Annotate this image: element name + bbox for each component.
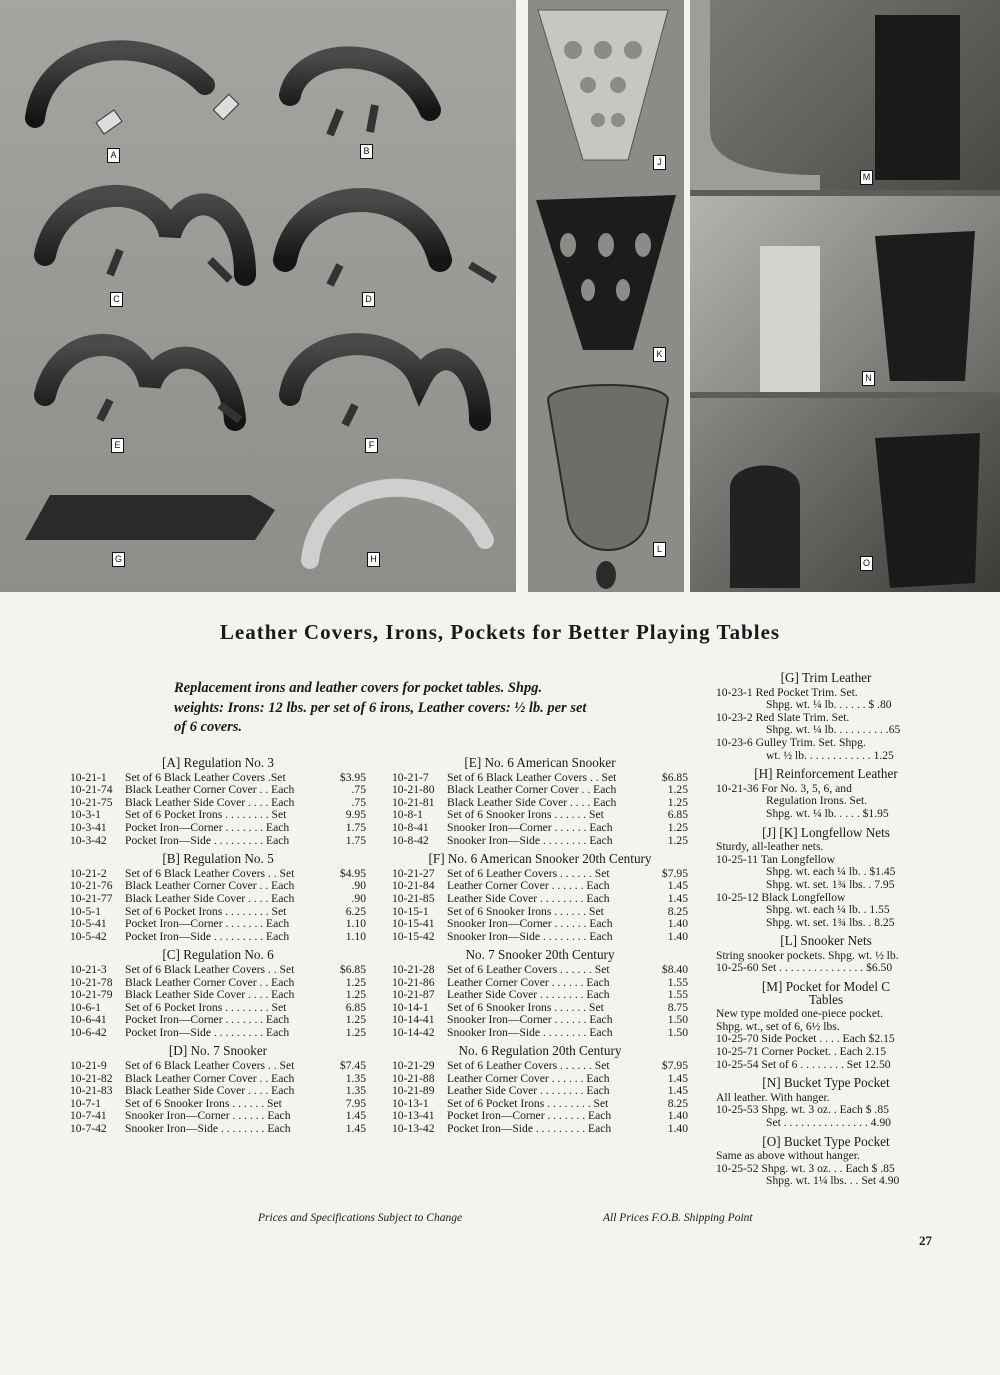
label-n: N [862,371,875,386]
item-code: 10-8-42 [392,833,429,847]
price-row [392,1073,688,1086]
item-code: 10-7-41 [70,1109,107,1123]
item-desc: Set of 6 Pocket Irons . . . . . . . . Set [447,1097,609,1110]
item-code: 10-14-42 [392,1025,435,1039]
price-row [70,1060,366,1073]
item-price: 1.55 [667,988,688,1002]
price-row [70,772,366,785]
item-price: 1.40 [667,917,688,931]
item-desc: Black Leather Corner Cover . . Each [125,976,295,989]
price-row [392,1014,688,1027]
item-desc: Set of 6 Black Leather Covers .Set [125,771,286,784]
item-price: 7.95 [345,1096,366,1110]
item-price: 1.45 [345,1122,366,1136]
item-code: 10-21-28 [392,962,435,976]
item-code: 10-21-1 [70,770,107,784]
label-j: J [653,155,666,170]
item-price: 1.45 [345,1109,366,1123]
item-desc: Pocket Iron—Side . . . . . . . . . Each [447,1123,612,1136]
price-row [70,784,366,797]
item-price: .75 [351,795,366,809]
item-price: 1.45 [667,1084,688,1098]
item-code: 10-21-74 [70,783,113,797]
item-code: 10-21-7 [392,770,429,784]
bucket-pocket-line: Set . . . . . . . . . . . . . . . 4.90 [766,1116,891,1129]
price-row [392,918,688,931]
item-code: 10-6-1 [70,1000,101,1014]
section-heading-o: [O] Bucket Type Pocket [762,1133,890,1149]
item-code: 10-15-1 [392,904,429,918]
price-row [70,918,366,931]
section-heading: No. 7 Snooker 20th Century [465,947,615,963]
item-code: 10-21-78 [70,975,113,989]
item-price: 6.85 [667,808,688,822]
section-heading-l: [L] Snooker Nets [780,933,872,949]
bucket-pocket-line: All leather. With hanger. [716,1090,830,1104]
model-c-line: 10-25-71 Corner Pocket. . Each 2.15 [716,1045,887,1059]
snooker-nets-line: String snooker pockets. Shpg. wt. ½ lb. [716,948,899,962]
item-desc: Set of 6 Snooker Irons . . . . . . Set [125,1097,282,1110]
item-price: 1.35 [345,1084,366,1098]
item-desc: Black Leather Side Cover . . . . Each [447,796,617,809]
price-row [392,931,688,944]
item-code: 10-21-88 [392,1071,435,1085]
item-price: 1.25 [667,833,688,847]
price-row [392,964,688,977]
item-desc: Snooker Iron—Corner . . . . . . Each [447,821,613,834]
bucket-pocket-with-hanger-illustration [690,196,1000,392]
item-price: .90 [351,879,366,893]
trim-leather-line: 10-23-1 Red Pocket Trim. Set. [716,685,858,699]
nets-line: 10-25-11 Tan Longfellow [716,852,835,866]
item-code: 10-21-75 [70,795,113,809]
price-row [70,1110,366,1123]
item-desc: Set of 6 Black Leather Covers . . Set [125,963,295,976]
item-price: 1.25 [667,820,688,834]
label-k: K [653,347,666,362]
item-code: 10-3-42 [70,833,107,847]
section-heading: [B] Regulation No. 5 [162,851,274,867]
item-desc: Set of 6 Black Leather Covers . . Set [125,1060,295,1073]
item-price: 1.35 [345,1071,366,1085]
nets-photo [528,0,684,592]
price-row [392,1060,688,1073]
item-desc: Snooker Iron—Corner . . . . . . Each [447,918,613,931]
bucket-pocket-line: Shpg. wt. 1¼ lbs. . . Set 4.90 [766,1174,900,1188]
price-row [392,822,688,835]
item-desc: Set of 6 Pocket Irons . . . . . . . . Set [125,809,287,822]
item-desc: Leather Side Cover . . . . . . . . Each [447,989,610,1002]
price-row [392,977,688,990]
item-price: 1.45 [667,879,688,893]
bucket-pocket-line: 10-25-53 Shpg. wt. 3 oz. . Each $ .85 [716,1103,889,1117]
item-price: $4.95 [339,866,366,880]
nets-line: Shpg. wt. each ¼ lb. . $1.45 [766,865,896,879]
price-row [392,784,688,797]
item-desc: Set of 6 Snooker Irons . . . . . . Set [447,1001,604,1014]
reinforcement-line: 10-21-36 For No. 3, 5, 6, and [716,781,852,795]
item-desc: Set of 6 Snooker Irons . . . . . . Set [447,809,604,822]
item-price: 1.10 [345,929,366,943]
item-code: 10-3-1 [70,808,101,822]
item-desc: Pocket Iron—Side . . . . . . . . . Each [125,930,290,943]
nets-line: Sturdy, all-leather nets. [716,840,824,854]
label-g: G [112,552,125,567]
item-price: 1.75 [345,833,366,847]
price-row [392,868,688,881]
label-e: E [111,438,124,453]
section-heading-m: [M] Pocket for Model C Tables [761,979,891,1007]
label-h: H [367,552,380,567]
model-c-line: 10-25-70 Side Pocket . . . . Each $2.15 [716,1032,895,1046]
item-code: 10-14-41 [392,1013,435,1027]
trim-leather-line: Shpg. wt. ¼ lb. . . . . . $ .80 [766,698,892,712]
price-row [70,868,366,881]
item-code: 10-7-42 [70,1122,107,1136]
item-price: 1.50 [667,1025,688,1039]
item-price: $7.95 [661,1059,688,1073]
item-price: 1.50 [667,1013,688,1027]
item-desc: Pocket Iron—Corner . . . . . . . Each [447,1110,612,1123]
item-code: 10-21-27 [392,866,435,880]
item-desc: Pocket Iron—Corner . . . . . . . Each [125,821,290,834]
item-price: $8.40 [661,962,688,976]
item-desc: Leather Corner Cover . . . . . . Each [447,976,610,989]
item-code: 10-21-82 [70,1071,113,1085]
price-row [70,809,366,822]
section-heading: [F] No. 6 American Snooker 20th Century [428,851,652,867]
item-price: 6.85 [345,1000,366,1014]
item-price: 1.25 [667,795,688,809]
item-code: 10-21-87 [392,988,435,1002]
item-code: 10-21-89 [392,1084,435,1098]
column-3 [716,672,936,1188]
item-desc: Pocket Iron—Side . . . . . . . . . Each [125,1026,290,1039]
price-row [70,1002,366,1015]
item-price: 1.40 [667,1109,688,1123]
item-code: 10-21-76 [70,879,113,893]
item-desc: Black Leather Corner Cover . . Each [125,1072,295,1085]
item-code: 10-21-2 [70,866,107,880]
item-desc: Pocket Iron—Corner . . . . . . . Each [125,918,290,931]
price-row [392,880,688,893]
item-code: 10-8-1 [392,808,423,822]
label-o: O [860,556,873,571]
price-row [392,1027,688,1040]
label-b: B [360,144,373,159]
item-desc: Black Leather Side Cover . . . . Each [125,1085,295,1098]
pocket-irons-illustration [0,0,516,592]
item-price: 1.45 [667,1071,688,1085]
item-code: 10-21-80 [392,783,435,797]
item-code: 10-3-41 [70,820,107,834]
column-2 [392,757,688,1136]
price-row [70,1014,366,1027]
item-code: 10-14-1 [392,1000,429,1014]
item-desc: Leather Corner Cover . . . . . . Each [447,880,610,893]
price-row [392,835,688,848]
item-code: 10-7-1 [70,1096,101,1110]
item-desc: Snooker Iron—Side . . . . . . . . Each [447,834,613,847]
section-heading: [C] Regulation No. 6 [162,947,274,963]
price-row [392,809,688,822]
item-price: $3.95 [339,770,366,784]
item-code: 10-21-84 [392,879,435,893]
item-price: 8.25 [667,1096,688,1110]
item-desc: Snooker Iron—Corner . . . . . . Each [447,1014,613,1027]
item-desc: Pocket Iron—Side . . . . . . . . . Each [125,834,290,847]
item-price: 1.25 [345,988,366,1002]
item-code: 10-21-79 [70,988,113,1002]
section-heading-n: [N] Bucket Type Pocket [762,1075,890,1091]
page-number: 27 [919,1233,932,1248]
intro-text: Replacement irons and leather covers for pocket tables. Shpg. weights: Irons: 12 lbs. per set of 6 irons, Leather covers: ½ lb. per set of 6 covers. [174,680,587,735]
item-desc: Set of 6 Snooker Irons . . . . . . Set [447,905,604,918]
trim-leather-line: Shpg. wt. ¼ lb. . . . . . . . . .65 [766,723,901,737]
reinforcement-line: Regulation Irons. Set. [766,794,868,808]
item-code: 10-5-42 [70,929,107,943]
footer-fob: All Prices F.O.B. Shipping Point [603,1212,753,1224]
item-code: 10-21-86 [392,975,435,989]
price-row [392,906,688,919]
item-price: 8.25 [667,904,688,918]
item-desc: Black Leather Side Cover . . . . Each [125,796,295,809]
item-desc: Pocket Iron—Corner . . . . . . . Each [125,1014,290,1027]
price-row [392,893,688,906]
item-code: 10-5-1 [70,904,101,918]
model-c-pocket-illustration [690,0,1000,190]
item-desc: Snooker Iron—Side . . . . . . . . Each [447,1026,613,1039]
snooker-nets-line: 10-25-60 Set . . . . . . . . . . . . . . . $6.50 [716,961,893,975]
item-code: 10-6-41 [70,1013,107,1027]
page-title: Leather Covers, Irons, Pockets for Better Playing Tables [219,620,781,644]
item-code: 10-15-42 [392,929,435,943]
item-desc: Set of 6 Pocket Irons . . . . . . . . Set [125,905,287,918]
section-heading: [E] No. 6 American Snooker [464,755,616,770]
section-heading-h: [H] Reinforcement Leather [754,766,898,782]
item-desc: Snooker Iron—Corner . . . . . . Each [125,1110,291,1123]
item-price: $7.45 [339,1059,366,1073]
item-price: 6.25 [345,904,366,918]
price-row [70,1123,366,1136]
price-row [70,1027,366,1040]
item-desc: Black Leather Side Cover . . . . Each [125,892,295,905]
item-price: 1.25 [667,783,688,797]
item-code: 10-13-41 [392,1109,435,1123]
item-code: 10-21-9 [70,1059,107,1073]
label-c: C [110,292,123,307]
item-price: 1.25 [345,1025,366,1039]
nets-illustration [528,0,684,592]
trim-leather-line: 10-23-6 Gulley Trim. Set. Shpg. [716,735,866,749]
nets-line: Shpg. wt. each ¼ lb. . 1.55 [766,903,890,917]
bucket-pocket-line: Same as above without hanger. [716,1149,860,1163]
column-1 [70,757,366,1136]
item-desc: Black Leather Corner Cover . . Each [125,784,295,797]
item-price: 1.25 [345,975,366,989]
item-desc: Set of 6 Black Leather Covers . . Set [447,771,617,784]
item-price: 1.25 [345,1013,366,1027]
item-price: $6.85 [661,770,688,784]
item-price: 1.45 [667,891,688,905]
nets-line: Shpg. wt. set. 1¾ lbs. . 7.95 [766,877,895,891]
irons-photo [0,0,516,592]
item-code: 10-6-42 [70,1025,107,1039]
item-code: 10-21-81 [392,795,435,809]
label-d: D [362,292,375,307]
item-desc: Black Leather Corner Cover . . Each [447,784,617,797]
price-row [70,797,366,810]
price-row [392,989,688,1002]
section-heading-jk: [J] [K] Longfellow Nets [762,824,890,840]
item-price: $7.95 [661,866,688,880]
item-desc: Set of 6 Leather Covers . . . . . . Set [447,867,610,880]
item-code: 10-8-41 [392,820,429,834]
price-row [70,1098,366,1111]
trim-leather-line: wt. ½ lb. . . . . . . . . . . . 1.25 [766,748,894,762]
nets-line: Shpg. wt. set. 1¾ lbs. . 8.25 [766,915,895,929]
trim-leather-line: 10-23-2 Red Slate Trim. Set. [716,710,850,724]
item-desc: Leather Corner Cover . . . . . . Each [447,1072,610,1085]
item-desc: Snooker Iron—Side . . . . . . . . Each [447,930,613,943]
price-row [70,906,366,919]
section-heading: [A] Regulation No. 3 [161,755,275,770]
item-desc: Leather Side Cover . . . . . . . . Each [447,1085,610,1098]
label-m: M [860,170,873,185]
price-row [70,835,366,848]
item-code: 10-5-41 [70,917,107,931]
model-c-line: New type molded one-piece pocket. [716,1007,884,1021]
price-row [70,880,366,893]
item-price: 8.75 [667,1000,688,1014]
item-desc: Set of 6 Leather Covers . . . . . . Set [447,963,610,976]
price-row [392,1085,688,1098]
section-heading: [D] No. 7 Snooker [168,1043,268,1059]
item-code: 10-21-3 [70,962,107,976]
item-price: 9.95 [345,808,366,822]
item-price: 1.55 [667,975,688,989]
price-row [70,822,366,835]
item-code: 10-13-42 [392,1122,435,1136]
price-row [70,1085,366,1098]
item-price: .75 [351,783,366,797]
label-f: F [365,438,378,453]
pockets-photo [690,0,1000,592]
price-row [70,964,366,977]
item-desc: Leather Side Cover . . . . . . . . Each [447,892,610,905]
item-desc: Black Leather Corner Cover . . Each [125,880,295,893]
item-code: 10-13-1 [392,1096,429,1110]
item-price: 1.40 [667,929,688,943]
item-code: 10-21-85 [392,891,435,905]
label-l: L [653,542,666,557]
section-heading: No. 6 Regulation 20th Century [458,1043,622,1059]
price-row [392,1002,688,1015]
item-code: 10-21-29 [392,1059,435,1073]
bucket-pocket-line: 10-25-52 Shpg. wt. 3 oz. . . Each $ .85 [716,1161,895,1175]
item-price: 1.40 [667,1122,688,1136]
label-a: A [107,148,120,163]
item-desc: Set of 6 Leather Covers . . . . . . Set [447,1060,610,1073]
model-c-line: Shpg. wt., set of 6, 6½ lbs. [716,1019,840,1033]
item-desc: Snooker Iron—Side . . . . . . . . Each [125,1123,291,1136]
item-desc: Set of 6 Pocket Irons . . . . . . . . Set [125,1001,287,1014]
price-row [392,1110,688,1123]
item-price: 1.75 [345,820,366,834]
section-heading-g: [G] Trim Leather [780,670,872,685]
footer-disclaimer: Prices and Specifications Subject to Change [258,1212,463,1224]
bucket-pocket-without-hanger-illustration [690,398,1000,592]
price-row [392,1098,688,1111]
item-price: $6.85 [339,962,366,976]
reinforcement-line: Shpg. wt. ¼ lb. . . . . $1.95 [766,806,889,820]
model-c-line: 10-25-54 Set of 6 . . . . . . . . Set 12.50 [716,1057,891,1071]
price-row [70,1073,366,1086]
price-row [392,797,688,810]
price-row [70,977,366,990]
item-code: 10-21-77 [70,891,113,905]
item-price: .90 [351,891,366,905]
item-code: 10-15-41 [392,917,435,931]
item-price: 1.10 [345,917,366,931]
price-row [392,772,688,785]
item-desc: Set of 6 Black Leather Covers . . Set [125,867,295,880]
price-row [70,893,366,906]
price-row [70,989,366,1002]
price-row [392,1123,688,1136]
item-desc: Black Leather Side Cover . . . . Each [125,989,295,1002]
nets-line: 10-25-12 Black Longfellow [716,890,846,904]
price-row [70,931,366,944]
item-code: 10-21-83 [70,1084,113,1098]
